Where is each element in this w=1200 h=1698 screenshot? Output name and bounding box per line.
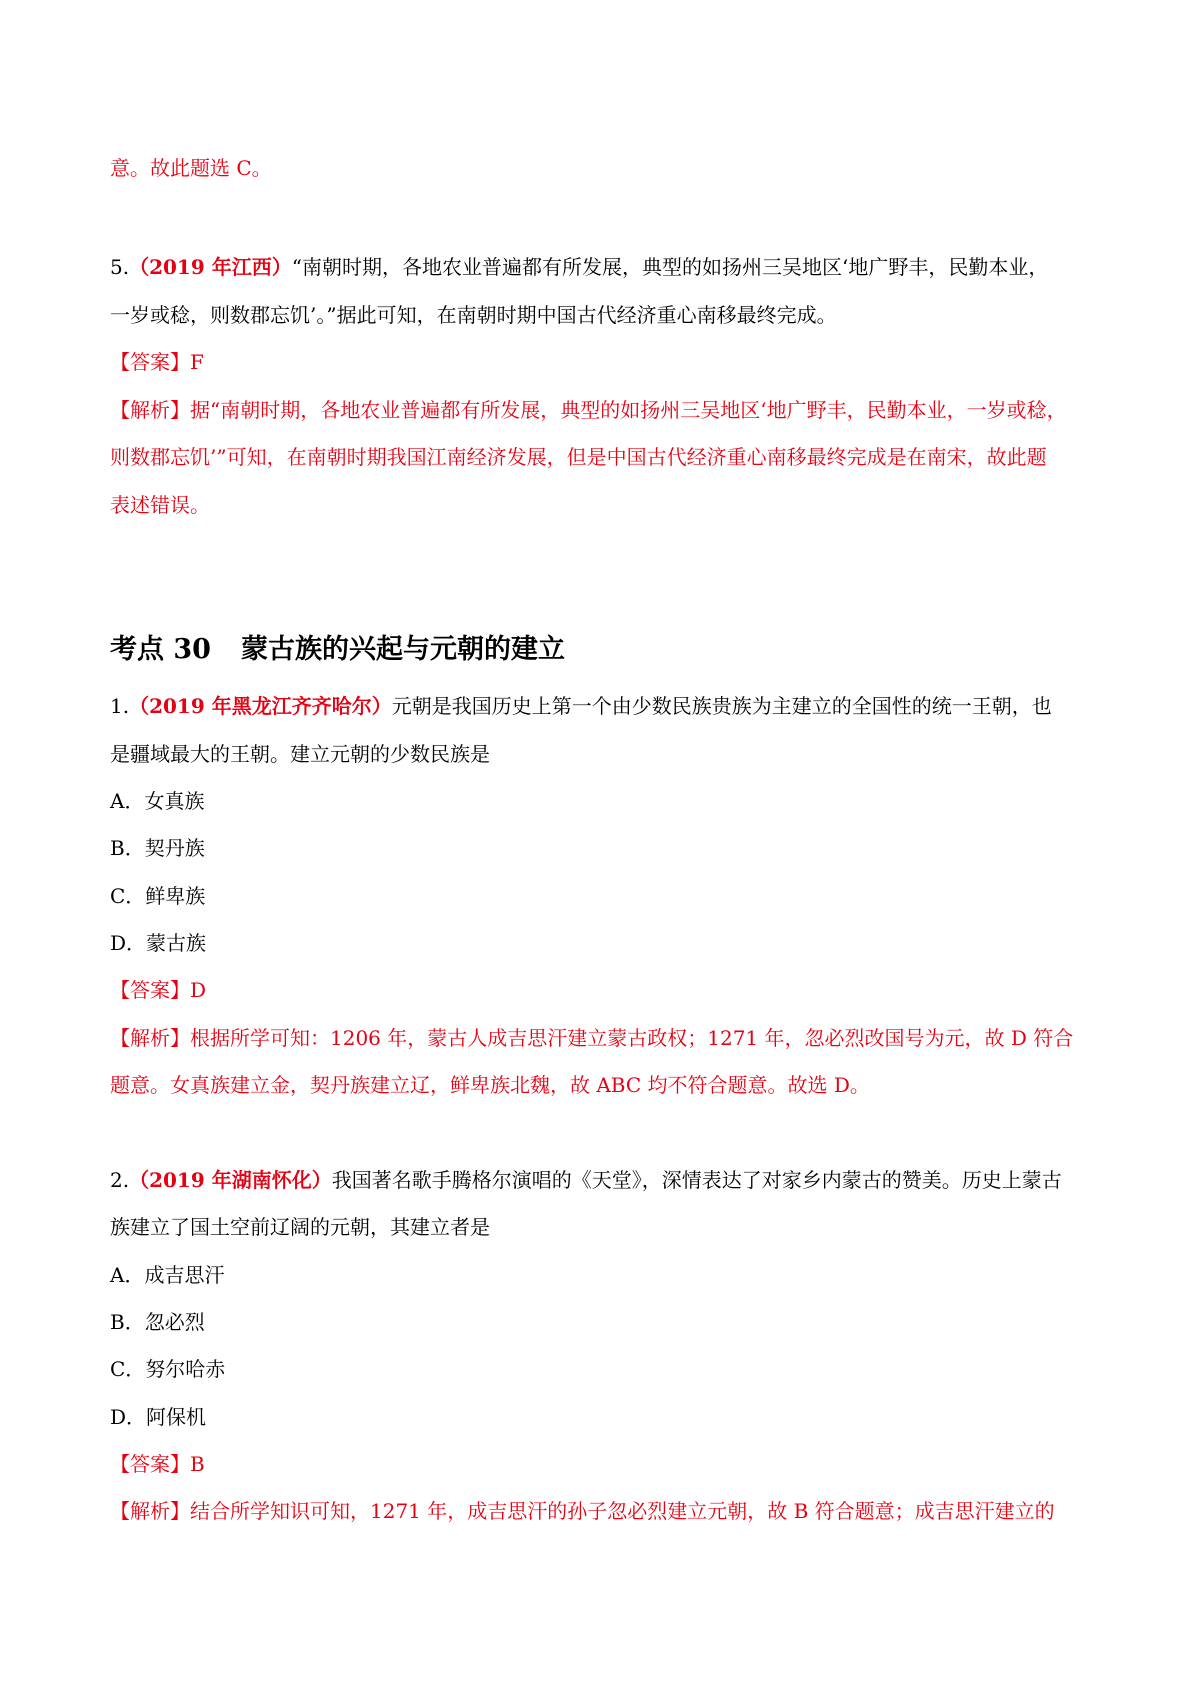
- question-source: （2019 年江西）: [129, 255, 292, 279]
- option-a: A．女真族: [110, 789, 205, 813]
- question-5-line-1: [110, 253, 1100, 281]
- answer-value: F: [190, 350, 204, 374]
- question-text: 元朝是我国历史上第一个由少数民族贵族为主建立的全国性的统一王朝，也: [391, 694, 1052, 718]
- question-source: （2019 年湖南怀化）: [129, 1168, 332, 1192]
- question-2-line-1: [110, 1166, 1100, 1194]
- question-5-line-2: 一岁或稔，则数郡忘饥’。”据此可知，在南朝时期中国古代经济重心南移最终完成。: [110, 303, 837, 327]
- section-label: 考点 30: [110, 634, 211, 665]
- answer-value: B: [190, 1452, 205, 1476]
- analysis-line-1: 【解析】据“南朝时期，各地农业普遍都有所发展，典型的如扬州三吴地区‘地广野丰，民勤本业，一岁或稔，: [110, 398, 1067, 422]
- question-number: 1.: [110, 694, 130, 718]
- question-source: （2019 年黑龙江齐齐哈尔）: [129, 694, 392, 718]
- option-b: B．忽必烈: [110, 1310, 205, 1334]
- answer-label: 【答案】: [110, 978, 190, 1002]
- section-heading: [110, 632, 565, 668]
- analysis-line-2: 则数郡忘饥’”可知，在南朝时期我国江南经济发展，但是中国古代经济重心南移最终完成是在南宋，故此题: [110, 445, 1047, 469]
- analysis-line-2: 题意。女真族建立金，契丹族建立辽，鲜卑族北魏，故 ABC 均不符合题意。故选 D。: [110, 1073, 870, 1097]
- question-2-line-2: 族建立了国土空前辽阔的元朝，其建立者是: [110, 1215, 490, 1239]
- question-number: 2.: [110, 1168, 130, 1192]
- answer-line: [110, 976, 1100, 1004]
- option-d: D．蒙古族: [110, 931, 207, 955]
- analysis-line-3: 表述错误。: [110, 493, 210, 517]
- option-c: C．鲜卑族: [110, 884, 206, 908]
- option-d: D．阿保机: [110, 1405, 207, 1429]
- answer-line: [110, 348, 1100, 376]
- analysis-line-1: 【解析】结合所学知识可知，1271 年，成吉思汗的孙子忽必烈建立元朝，故 B 符合题意；成吉思汗建立的: [110, 1499, 1055, 1523]
- question-number: 5.: [110, 255, 130, 279]
- option-c: C．努尔哈赤: [110, 1357, 226, 1381]
- continuation-text: 意。故此题选 C。: [110, 156, 272, 180]
- answer-value: D: [190, 978, 207, 1002]
- analysis-line-1: 【解析】根据所学可知：1206 年，蒙古人成吉思汗建立蒙古政权；1271 年，忽必烈改国号为元，故 D 符合: [110, 1026, 1074, 1050]
- answer-label: 【答案】: [110, 1452, 190, 1476]
- question-text: 我国著名歌手腾格尔演唱的《天堂》，深情表达了对家乡内蒙古的赞美。历史上蒙古: [331, 1168, 1062, 1192]
- answer-label: 【答案】: [110, 350, 190, 374]
- analysis-label: 【解析】: [110, 1026, 190, 1050]
- option-a: A．成吉思汗: [110, 1263, 225, 1287]
- option-b: B．契丹族: [110, 836, 205, 860]
- analysis-label: 【解析】: [110, 398, 190, 422]
- question-text: “南朝时期，各地农业普遍都有所发展，典型的如扬州三吴地区‘地广野丰，民勤本业，: [291, 255, 1049, 279]
- section-title: 蒙古族的兴起与元朝的建立: [240, 634, 565, 665]
- question-1-line-2: 是疆域最大的王朝。建立元朝的少数民族是: [110, 742, 490, 766]
- answer-line: [110, 1450, 1100, 1478]
- analysis-label: 【解析】: [110, 1499, 190, 1523]
- question-1-line-1: [110, 692, 1100, 720]
